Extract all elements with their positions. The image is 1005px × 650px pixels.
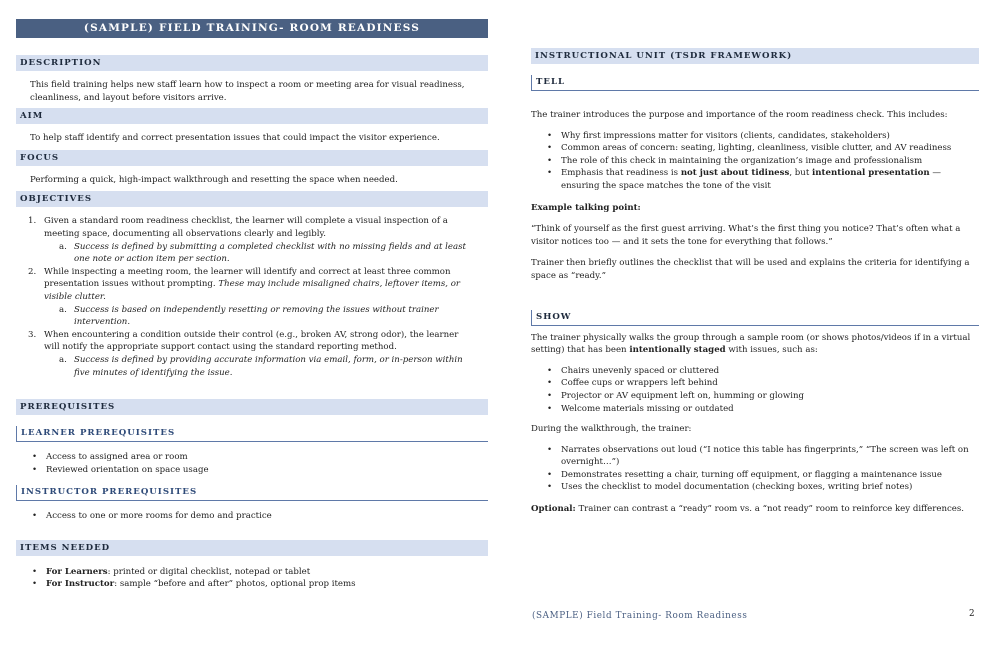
left-column	[16, 19, 488, 591]
list-item: • Demonstrates resetting a chair, turning off equipment, or flagging a maintenance issue	[561, 469, 979, 482]
objective-number: 2.	[28, 266, 37, 277]
emphasis-text: , but	[789, 168, 813, 179]
objective-text: When encountering a condition outside their control (e.g., broken AV, strong odor), the learner will notify the appropriate support contact using the standard reporting method.	[44, 329, 459, 353]
instructional-unit-heading: INSTRUCTIONAL UNIT (TSDR FRAMEWORK)	[531, 48, 979, 64]
list-item: • Uses the checklist to model documentation (checking boxes, writing brief notes)	[561, 481, 979, 494]
emphasis-text: Emphasis that readiness is	[561, 168, 681, 179]
show-intro-text: with issues, such as:	[725, 345, 818, 356]
list-item	[46, 566, 488, 579]
objective-success	[44, 304, 474, 329]
list-item: • Chairs unevenly spaced or cluttered	[561, 365, 979, 378]
list-item: • Common areas of concern: seating, lighting, cleanliness, visible clutter, and AV readiness	[561, 142, 979, 155]
tell-heading: TELL	[531, 75, 979, 91]
objectives-list	[16, 215, 474, 379]
learners-items: : printed or digital checklist, notepad or tablet	[107, 566, 311, 577]
description-heading: DESCRIPTION	[16, 55, 488, 71]
learner-prerequisites-heading: LEARNER PREREQUISITES	[16, 426, 488, 442]
document-title: (SAMPLE) FIELD TRAINING- ROOM READINESS	[16, 19, 488, 38]
aim-heading: AIM	[16, 108, 488, 124]
objective-text: While inspecting a meeting room, the learner will identify and correct at least three common presentation issues without prompting.	[44, 266, 451, 290]
objectives-heading: OBJECTIVES	[16, 191, 488, 207]
tell-list	[531, 130, 979, 193]
objective-item	[28, 266, 474, 329]
list-item	[561, 167, 979, 192]
learners-label: For Learners	[46, 566, 108, 577]
list-item: • Why first impressions matter for visitors (clients, candidates, stakeholders)	[561, 130, 979, 143]
actions-list	[531, 444, 979, 494]
example-label: Example talking point:	[531, 202, 641, 213]
emphasis-bold: not just about tidiness	[680, 168, 790, 179]
issues-list	[531, 365, 979, 415]
optional-label: Optional:	[531, 504, 576, 515]
list-item: • The role of this check in maintaining the organization’s image and professionalism	[561, 155, 979, 168]
learner-prerequisites-list	[16, 451, 488, 476]
show-intro	[531, 332, 979, 357]
page-number: 2	[969, 609, 975, 619]
objective-success	[44, 241, 474, 266]
aim-text: To help staff identify and correct presentation issues that could impact the visitor experience.	[30, 133, 440, 144]
tell-closing: Trainer then briefly outlines the checklist that will be used and explains the criteria for identifying a space as “ready.”	[531, 258, 970, 281]
instructor-items: : sample “before and after” photos, optional prop items	[114, 579, 356, 590]
instructor-prerequisites-heading: INSTRUCTOR PREREQUISITES	[16, 485, 488, 501]
emphasis-text: — ensuring the space matches the tone of the visit	[561, 168, 941, 191]
emphasis-bold: intentional presentation	[812, 168, 930, 179]
list-item: • Coffee cups or wrappers left behind	[561, 377, 979, 390]
show-intro-bold: intentionally staged	[629, 345, 726, 356]
focus-text: Performing a quick, high-impact walkthrough and resetting the space when needed.	[30, 174, 398, 185]
items-needed-heading: ITEMS NEEDED	[16, 540, 488, 556]
show-intro-text: The trainer physically walks the group through a sample room (or shows photos/videos if in a virtual setting) that has been	[531, 332, 971, 356]
optional-note	[531, 503, 979, 516]
right-column	[531, 48, 979, 516]
list-item: • Reviewed orientation on space usage	[46, 464, 488, 477]
sub-letter: a.	[59, 241, 67, 252]
prerequisites-heading: PREREQUISITES	[16, 399, 488, 415]
tell-intro: The trainer introduces the purpose and importance of the room readiness check. This includes:	[531, 110, 948, 120]
objective-text-italic: These may include misaligned chairs, leftover items, or visible clutter.	[44, 279, 461, 302]
success-text: Success is based on independently resetting or removing the issues without trainer intervention.	[74, 304, 439, 328]
sub-letter: a.	[59, 304, 67, 315]
objective-item	[28, 329, 474, 379]
objective-text: Given a standard room readiness checklist, the learner will complete a visual inspection of a meeting space, documenting all observations clearly and legibly.	[44, 216, 448, 239]
focus-heading: FOCUS	[16, 150, 488, 166]
objective-number: 3.	[28, 329, 37, 340]
list-item: • Access to one or more rooms for demo and practice	[46, 510, 488, 523]
success-text: Success is defined by submitting a completed checklist with no missing fields and at least one note or action item per section.	[74, 241, 466, 265]
optional-text: Trainer can contrast a “ready” room vs. a “not ready” room to reinforce key differences.	[575, 504, 965, 515]
list-item: • Access to assigned area or room	[46, 451, 488, 464]
footer-title: (SAMPLE) Field Training- Room Readiness	[532, 611, 748, 621]
example-quote: “Think of yourself as the first guest arriving. What’s the first thing you notice? That’s often what a visitor notices too — and it sets the tone for everything that follows.”	[531, 224, 961, 247]
success-text: Success is defined by providing accurate information via email, form, or in-person within five minutes of identifying the issue.	[74, 354, 463, 378]
items-needed-list	[16, 566, 488, 591]
show-heading: SHOW	[531, 310, 979, 326]
objective-item	[28, 215, 474, 265]
instructor-prerequisites-list	[16, 510, 488, 523]
list-item: • Narrates observations out loud (“I notice this table has fingerprints,” “The screen was left on overnight…”)	[561, 444, 979, 469]
objective-success	[44, 354, 474, 379]
objective-number: 1.	[28, 216, 37, 227]
during-text: During the walkthrough, the trainer:	[531, 424, 692, 435]
instructor-label: For Instructor	[46, 579, 115, 590]
list-item	[46, 578, 488, 591]
list-item: • Welcome materials missing or outdated	[561, 403, 979, 416]
sub-letter: a.	[59, 354, 67, 365]
list-item: • Projector or AV equipment left on, humming or glowing	[561, 390, 979, 403]
description-text: This field training helps new staff learn how to inspect a room or meeting area for visual readiness, cleanliness, and layout before visitors arrive.	[30, 80, 465, 103]
